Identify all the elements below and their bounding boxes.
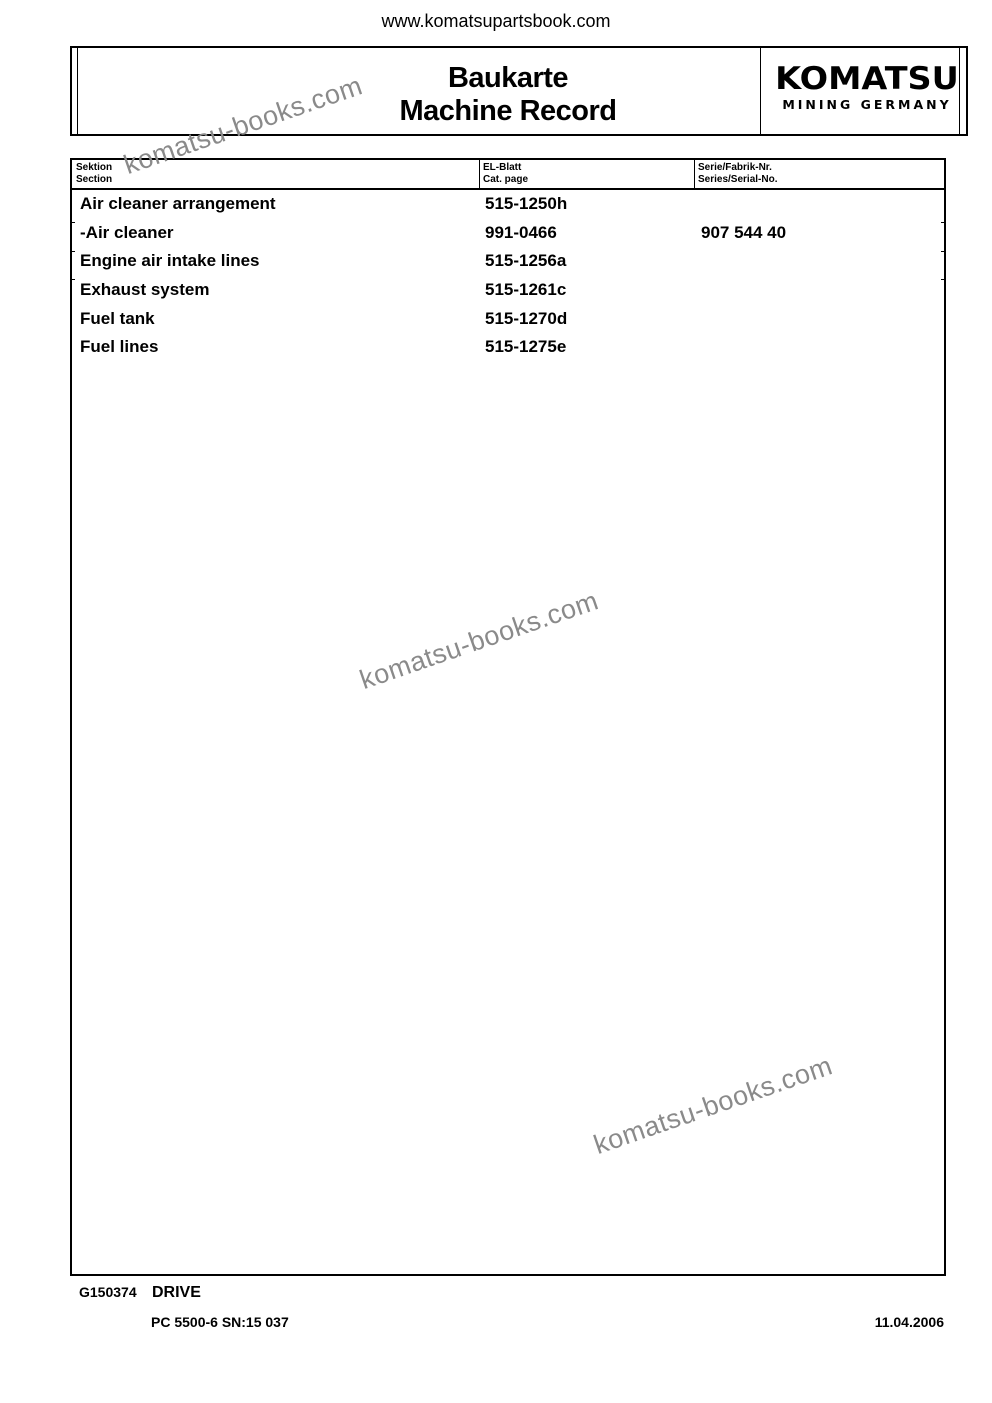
row-cat-page: 515-1275e: [485, 337, 567, 357]
column-divider: [479, 160, 480, 188]
header-divider: [760, 48, 761, 134]
row-cat-page: 515-1250h: [485, 194, 568, 213]
watermark: komatsu-books.com: [589, 1050, 837, 1161]
footer-date: 11.04.2006: [874, 1314, 944, 1330]
row-cat-page: 515-1261c: [485, 280, 567, 300]
row-cat-page: 515-1270d: [485, 308, 568, 328]
column-divider: [694, 160, 695, 188]
column-header-serial: Serie/Fabrik-Nr. Series/Serial-No.: [698, 162, 778, 185]
footer-group: DRIVE: [152, 1284, 201, 1301]
row-section: Engine air intake lines: [80, 251, 260, 271]
row-section: Exhaust system: [80, 280, 210, 300]
table-row: [72, 309, 944, 338]
site-url[interactable]: www.komatsupartsbook.com: [381, 11, 611, 31]
row-section: Air cleaner arrangement: [80, 194, 276, 213]
footer-machine: PC 5500-6 SN:15 037: [151, 1314, 289, 1330]
title-german: Baukarte: [447, 62, 569, 94]
footer-code: G150374: [79, 1284, 137, 1300]
row-cat-page: 515-1256a: [485, 251, 567, 271]
logo-wordmark: KOMATSU: [775, 61, 959, 97]
column-header-cat-page: EL-Blatt Cat. page: [483, 162, 529, 185]
row-section: Fuel tank: [80, 308, 155, 328]
row-section: -Air cleaner: [80, 222, 174, 242]
table-body: [72, 194, 944, 366]
row-section: Fuel lines: [80, 337, 159, 357]
row-serial: 907 544 40: [701, 222, 787, 242]
komatsu-logo: [772, 62, 962, 113]
table-header: [72, 160, 944, 190]
watermark: komatsu-books.com: [119, 70, 367, 181]
column-header-section: Sektion Section: [76, 162, 113, 185]
title-english: Machine Record: [399, 95, 617, 127]
logo-subtitle: MINING GERMANY: [782, 97, 952, 112]
table-row: [72, 251, 944, 280]
row-cat-page: 991-0466: [485, 222, 557, 242]
machine-record-table: [70, 158, 946, 1276]
table-row: [72, 280, 944, 309]
watermark: komatsu-books.com: [355, 585, 603, 696]
table-row: [72, 194, 944, 223]
table-row: [72, 223, 944, 252]
table-row: [72, 337, 944, 366]
